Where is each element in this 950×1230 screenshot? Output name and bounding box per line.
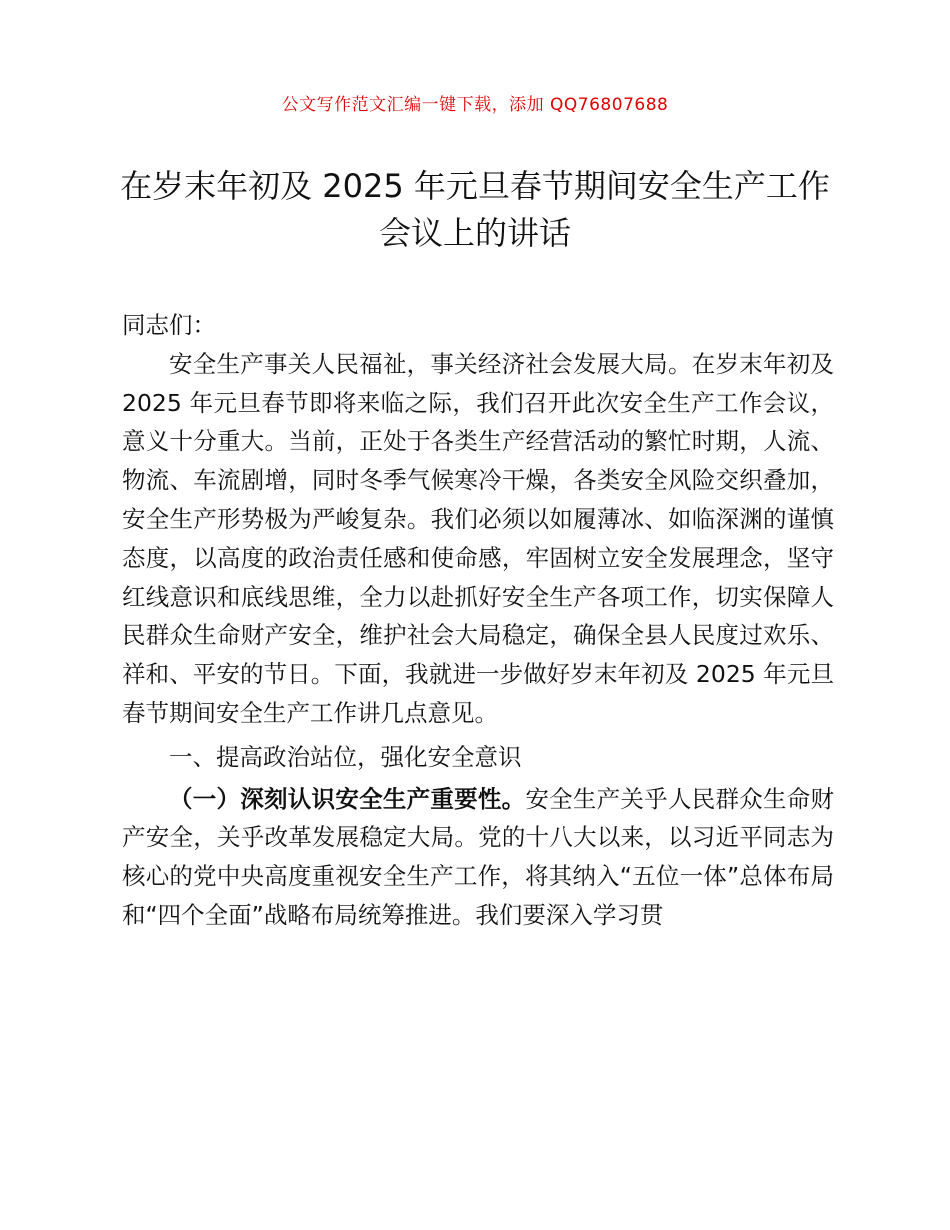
document-title: 在岁末年初及 2025 年元旦春节期间安全生产工作会议上的讲话 [120,167,830,252]
watermark-banner: 公文写作范文汇编一键下载，添加 QQ76807688 [281,95,669,115]
document-body [122,306,834,935]
subsection-lead: （一）深刻认识安全生产重要性。 [169,784,526,813]
subsection-text: 安全生产关乎人民群众生命财产安全，关乎改革发展稳定大局。党的十八大以来，以习近平同志为核心的党中央高度重视安全生产工作，将其纳入“五位一体”总体布局和“四个全面”战略布局统筹推进。我们要深入学习贯 [122,784,835,929]
intro-paragraph: 安全生产事关人民福祉，事关经济社会发展大局。在岁末年初及 2025 年元旦春节即将来临之际，我们召开此次安全生产工作会议，意义十分重大。当前，正处于各类生产经营活动的繁忙时期，人流、物流、车流剧增，同时冬季气候寒冷干燥，各类安全风险交织叠加，安全生产形势极为严峻复杂。我们必须以如履薄冰、如临深渊的谨慎态度，以高度的政治责任感和使命感，牢固树立安全发展理念，坚守红线意识和底线思维，全力以赴抓好安全生产各项工作，切实保障人民群众生命财产安全，维护社会大局稳定，确保全县人民度过欢乐、祥和、平安的节日。下面，我就进一步做好岁末年初及 2025 年元旦春节期间安全生产工作讲几点意见。 [122,349,834,727]
subsection-paragraph [122,780,834,935]
greeting: 同志们： [122,311,216,339]
section-heading: 一、提高政治站位，强化安全意识 [169,742,522,771]
